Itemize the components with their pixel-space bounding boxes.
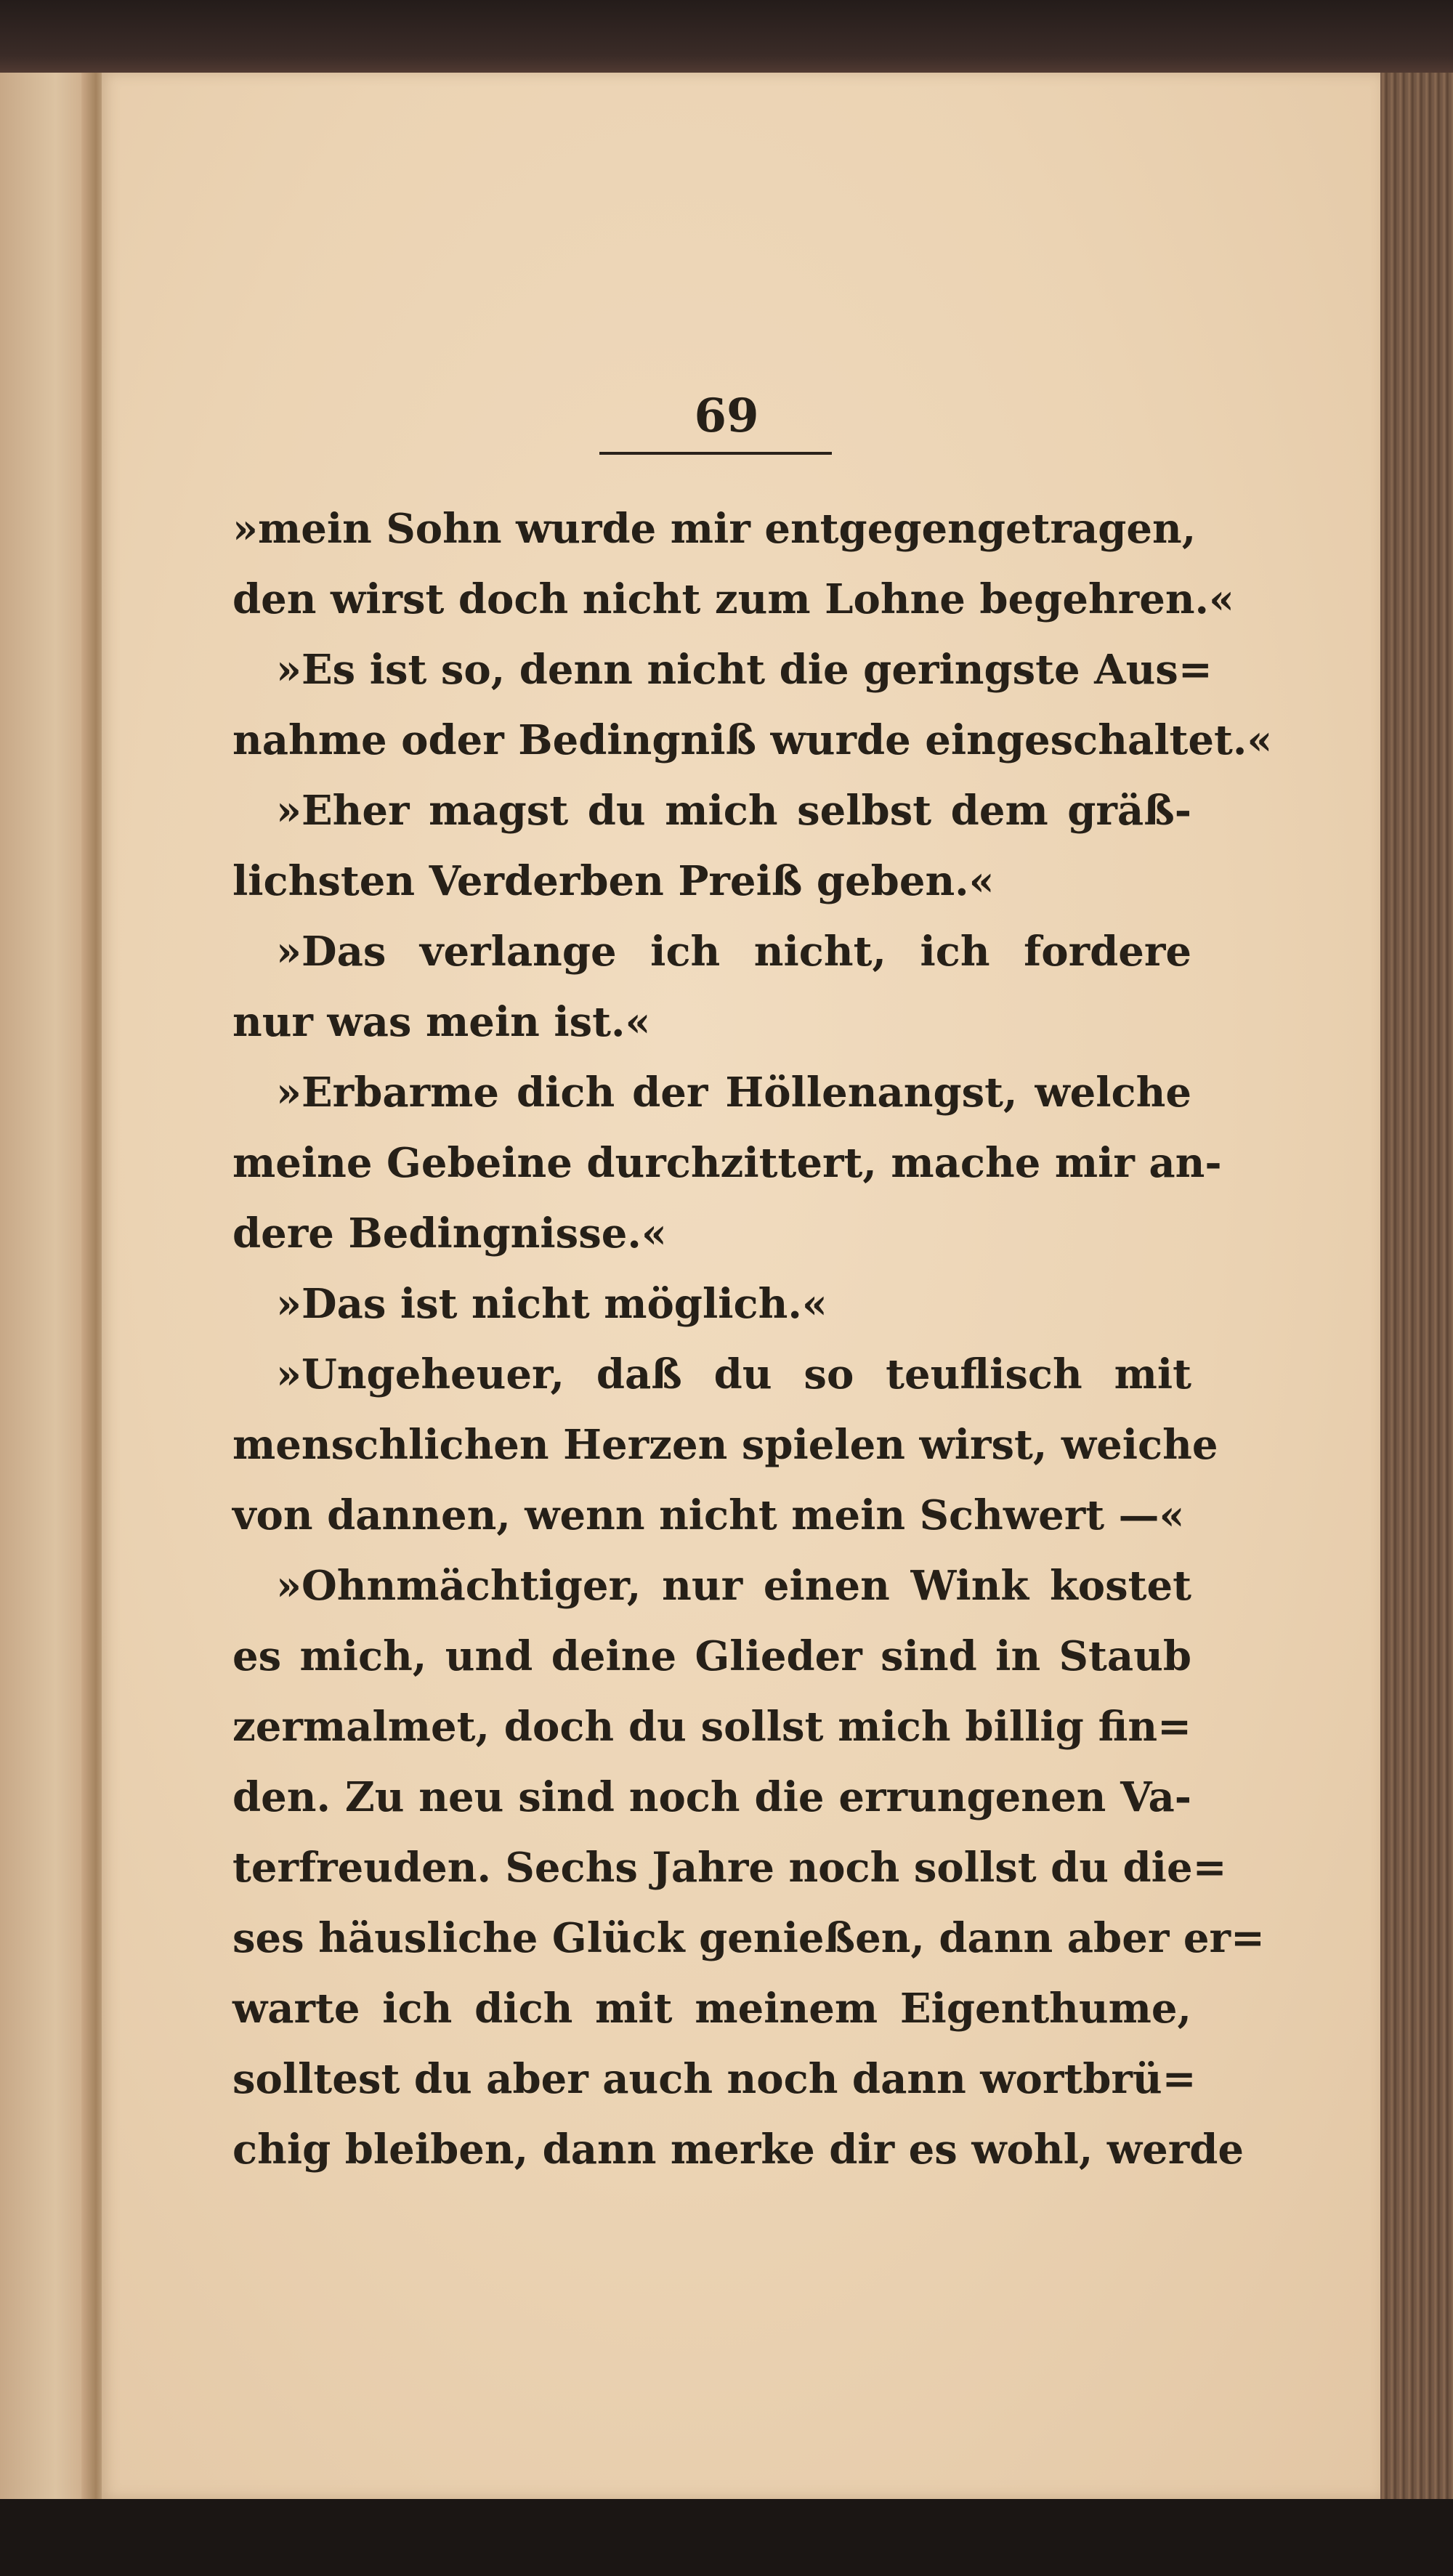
text-line: »Ohnmächtiger, nur einen Wink kostet xyxy=(276,1562,1191,1610)
text-line: chig bleiben, dann merke dir es wohl, werde xyxy=(232,2126,1244,2174)
header-rule xyxy=(599,452,832,455)
text-line: von dannen, wenn nicht mein Schwert —« xyxy=(232,1491,1185,1539)
text-line: »Das verlange ich nicht, ich fordere xyxy=(276,928,1191,976)
text-line: nahme oder Bedingniß wurde eingeschaltet.« xyxy=(232,716,1273,764)
text-line: »Eher magst du mich selbst dem gräß- xyxy=(276,787,1191,835)
scan-background-bottom xyxy=(0,2499,1453,2576)
text-line: es mich, und deine Glieder sind in Staub xyxy=(232,1632,1191,1680)
text-line: »Erbarme dich der Höllenangst, welche xyxy=(276,1069,1191,1117)
text-line: »Es ist so, denn nicht die geringste Aus= xyxy=(276,646,1213,694)
text-line: zermalmet, doch du sollst mich billig fin= xyxy=(232,1703,1191,1751)
text-line: »Das ist nicht möglich.« xyxy=(276,1280,827,1328)
text-line: lichsten Verderben Preiß geben.« xyxy=(232,857,995,905)
body-text xyxy=(232,494,1273,2185)
text-line: warte ich dich mit meinem Eigenthume, xyxy=(232,1985,1191,2033)
text-line: ses häusliche Glück genießen, dann aber er= xyxy=(232,1914,1265,1962)
text-line: nur was mein ist.« xyxy=(232,998,651,1046)
facing-page-edge xyxy=(0,73,93,2499)
page-stack-edges xyxy=(1380,73,1453,2499)
text-line: dere Bedingnisse.« xyxy=(232,1210,667,1257)
text-line: den wirst doch nicht zum Lohne begehren.« xyxy=(232,575,1235,623)
text-line: terfreuden. Sechs Jahre noch sollst du die= xyxy=(232,1844,1227,1892)
page-number: 69 xyxy=(694,389,759,443)
text-line: »mein Sohn wurde mir entgegengetragen, xyxy=(232,505,1197,553)
text-line: meine Gebeine durchzittert, mache mir an- xyxy=(232,1139,1222,1187)
text-line: den. Zu neu sind noch die errungenen Va- xyxy=(232,1773,1191,1821)
text-line: solltest du aber auch noch dann wortbrü= xyxy=(232,2055,1197,2103)
text-line: »Ungeheuer, daß du so teuflisch mit xyxy=(276,1350,1191,1398)
text-line: menschlichen Herzen spielen wirst, weiche xyxy=(232,1421,1218,1469)
book-cover-top-edge xyxy=(0,0,1453,80)
